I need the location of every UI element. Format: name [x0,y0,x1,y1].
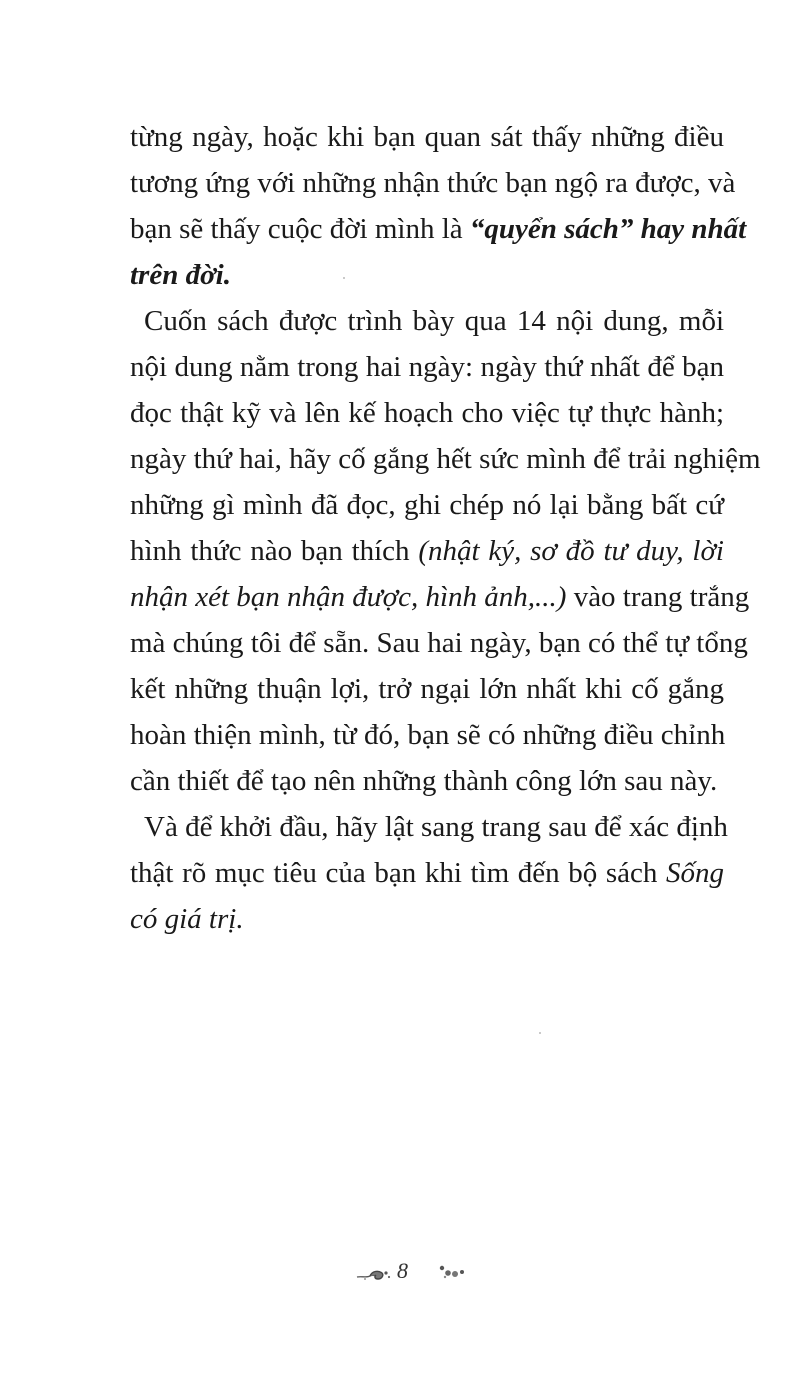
text-line [130,850,724,896]
page-number: 8 [397,1258,408,1283]
text-line: kết những thuận lợi, trở ngại lớn nhất khi cố gắng [130,673,724,705]
emphasis-italic: Sống [666,857,724,889]
print-speck [343,277,345,279]
text-run: bạn sẽ thấy cuộc đời mình là [130,213,470,245]
text-line: những gì mình đã đọc, ghi chép nó lại bằng bất cứ [130,489,724,521]
ornament-flourish-icon [356,1268,392,1287]
text-line: Và để khởi đầu, hãy lật sang trang sau để xác định [144,811,728,843]
paragraph-3 [130,804,728,942]
ornament-dots-icon [437,1264,467,1287]
text-line: tương ứng với những nhận thức bạn ngộ ra được, và [130,167,736,199]
emphasis-italic: nhận xét bạn nhận được, hình ảnh,...) [130,581,567,613]
text-run: vào trang trắng [566,581,750,613]
emphasis-italic: có giá trị. [130,903,244,935]
body-text [130,114,761,942]
paragraph-1 [130,114,747,298]
text-line: hoàn thiện mình, từ đó, bạn sẽ có những điều chỉnh [130,719,726,751]
text-line: mà chúng tôi để sẵn. Sau hai ngày, bạn có thể tự tổng [130,627,748,659]
emphasis-bold-italic: trên đời. [130,259,231,291]
text-line: Cuốn sách được trình bày qua 14 nội dung, mỗi [144,305,724,337]
text-line [130,896,724,942]
page-footer [0,1258,800,1288]
text-line: từng ngày, hoặc khi bạn quan sát thấy những điều [130,121,724,153]
emphasis-italic: (nhật ký, sơ đồ tư duy, lời [418,535,724,567]
text-line: đọc thật kỹ và lên kế hoạch cho việc tự thực hành; [130,397,724,429]
text-line [130,206,747,252]
text-line [130,574,750,620]
text-line: cần thiết để tạo nên những thành công lớn sau này. [130,765,718,797]
text-line [130,252,724,298]
print-speck [539,1032,541,1034]
paragraph-2 [130,298,761,804]
text-line: ngày thứ hai, hãy cố gắng hết sức mình để trải nghiệm [130,443,761,475]
text-line [130,528,724,574]
text-run: hình thức nào bạn thích [130,535,419,567]
text-line: nội dung nằm trong hai ngày: ngày thứ nhất để bạn [130,351,724,383]
emphasis-bold-italic: “quyển sách” hay nhất [469,213,747,245]
text-run: thật rõ mục tiêu của bạn khi tìm đến bộ sách [130,857,666,889]
